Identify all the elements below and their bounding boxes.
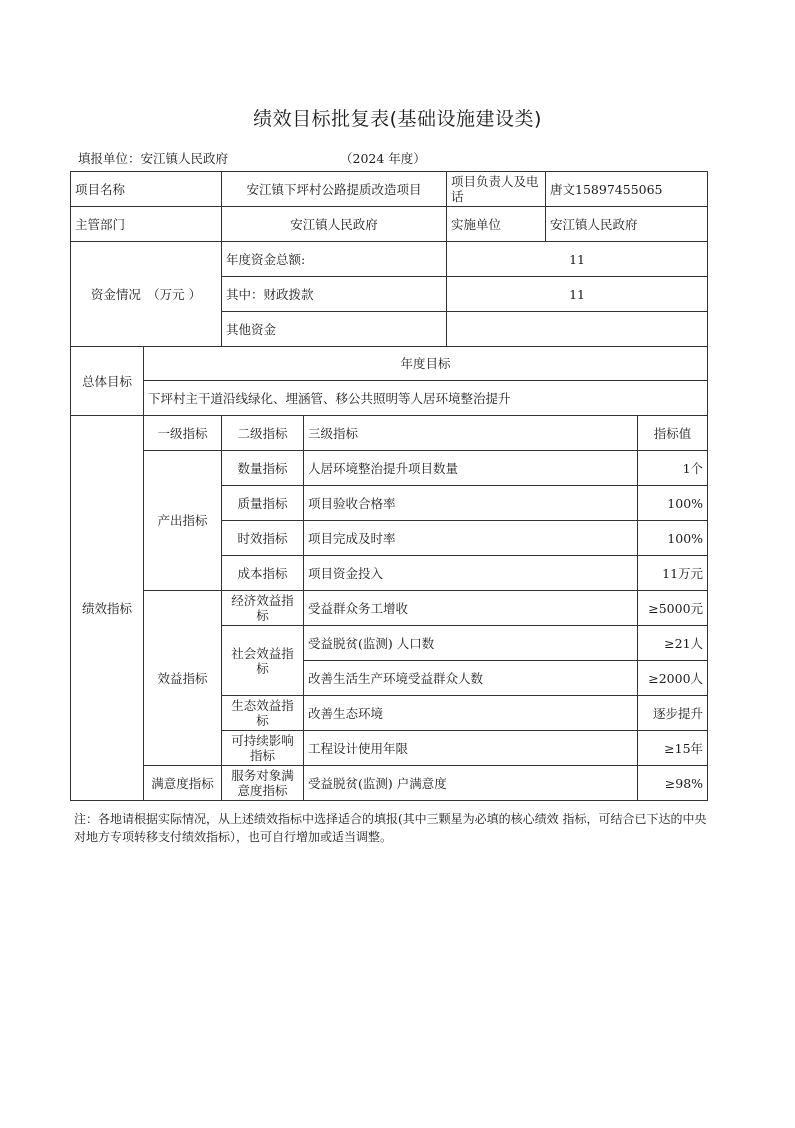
indicator-value: ≥98% [638,766,708,801]
funds-total-label: 年度资金总额: [222,242,447,277]
indicator-l2: 时效指标 [222,521,304,556]
goal-label: 总体目标 [71,347,144,416]
performance-table [70,171,708,801]
indicator-value: ≥15年 [638,731,708,766]
table-row [71,766,708,801]
dept-value: 安江镇人民政府 [222,207,447,242]
indicator-l2: 服务对象满意度指标 [222,766,304,801]
indicator-l2: 社会效益指标 [222,626,304,696]
indicator-l3: 项目验收合格率 [304,486,638,521]
project-row [71,172,708,207]
output-indicator-label: 产出指标 [144,451,222,591]
table-row [71,451,708,486]
funds-fiscal-value: 11 [447,277,708,312]
indicator-l3: 改善生活生产环境受益群众人数 [304,661,638,696]
goal-text-row [71,381,708,416]
reporting-unit-value: 安江镇人民政府 [140,151,229,166]
dept-row [71,207,708,242]
perf-header-l3: 三级指标 [304,416,638,451]
indicator-value: 1个 [638,451,708,486]
funds-other-value [447,312,708,347]
goal-annual-label: 年度目标 [144,347,708,381]
indicator-value: ≥2000人 [638,661,708,696]
indicator-l2: 质量指标 [222,486,304,521]
perf-header-l2: 二级指标 [222,416,304,451]
indicator-l1: 满意度指标 [144,766,222,801]
page-title: 绩效目标批复表(基础设施建设类) [253,108,542,130]
indicator-l2: 可持续影响指标 [222,731,304,766]
report-year: （2024 年度） [340,151,426,166]
funds-total-row [71,242,708,277]
reporting-unit-label: 填报单位： [78,151,141,166]
indicator-value: ≥21人 [638,626,708,661]
goal-text: 下坪村主干道沿线绿化、埋涵管、移公共照明等人居环境整治提升 [144,381,708,416]
indicator-l2: 经济效益指标 [222,591,304,626]
funds-other-label: 其他资金 [222,312,447,347]
project-name-value: 安江镇下坪村公路提质改造项目 [222,172,447,207]
indicator-l3: 项目资金投入 [304,556,638,591]
perf-header-row [71,416,708,451]
reporting-unit [78,149,228,167]
project-contact-label: 项目负责人及电话 [447,172,546,207]
goal-header-row [71,347,708,381]
indicator-value: 逐步提升 [638,696,708,731]
perf-header-l1: 一级指标 [144,416,222,451]
indicator-value: 100% [638,521,708,556]
impl-unit-value: 安江镇人民政府 [546,207,708,242]
indicator-value: 100% [638,486,708,521]
benefit-indicator-label: 效益指标 [144,591,222,766]
indicator-l3: 受益脱贫(监测) 户满意度 [304,766,638,801]
indicator-l3: 改善生态环境 [304,696,638,731]
impl-unit-label: 实施单位 [447,207,546,242]
indicator-value: 11万元 [638,556,708,591]
funds-fiscal-label: 其中：财政拨款 [222,277,447,312]
project-name-label: 项目名称 [71,172,222,207]
indicator-l3: 受益群众务工增收 [304,591,638,626]
footnote: 注：各地请根据实际情况，从上述绩效指标中选择适合的填报(其中三颗星为必填的核心绩效 指标，可结合已下达的中央对地方专项转移支付绩效指标），也可自行增加或适当调整。 [74,812,707,844]
project-contact-value: 唐文15897455065 [546,172,708,207]
indicator-value: ≥5000元 [638,591,708,626]
funds-label: 资金情况 （万元 ） [71,242,222,347]
table-row [71,591,708,626]
indicator-l3: 工程设计使用年限 [304,731,638,766]
dept-label: 主管部门 [71,207,222,242]
funds-total-value: 11 [447,242,708,277]
indicator-l3: 项目完成及时率 [304,521,638,556]
indicator-l2: 成本指标 [222,556,304,591]
indicator-l2: 数量指标 [222,451,304,486]
indicator-l3: 人居环境整治提升项目数量 [304,451,638,486]
perf-label: 绩效指标 [71,416,144,801]
perf-header-value: 指标值 [638,416,708,451]
indicator-l3: 受益脱贫(监测) 人口数 [304,626,638,661]
indicator-l2: 生态效益指标 [222,696,304,731]
